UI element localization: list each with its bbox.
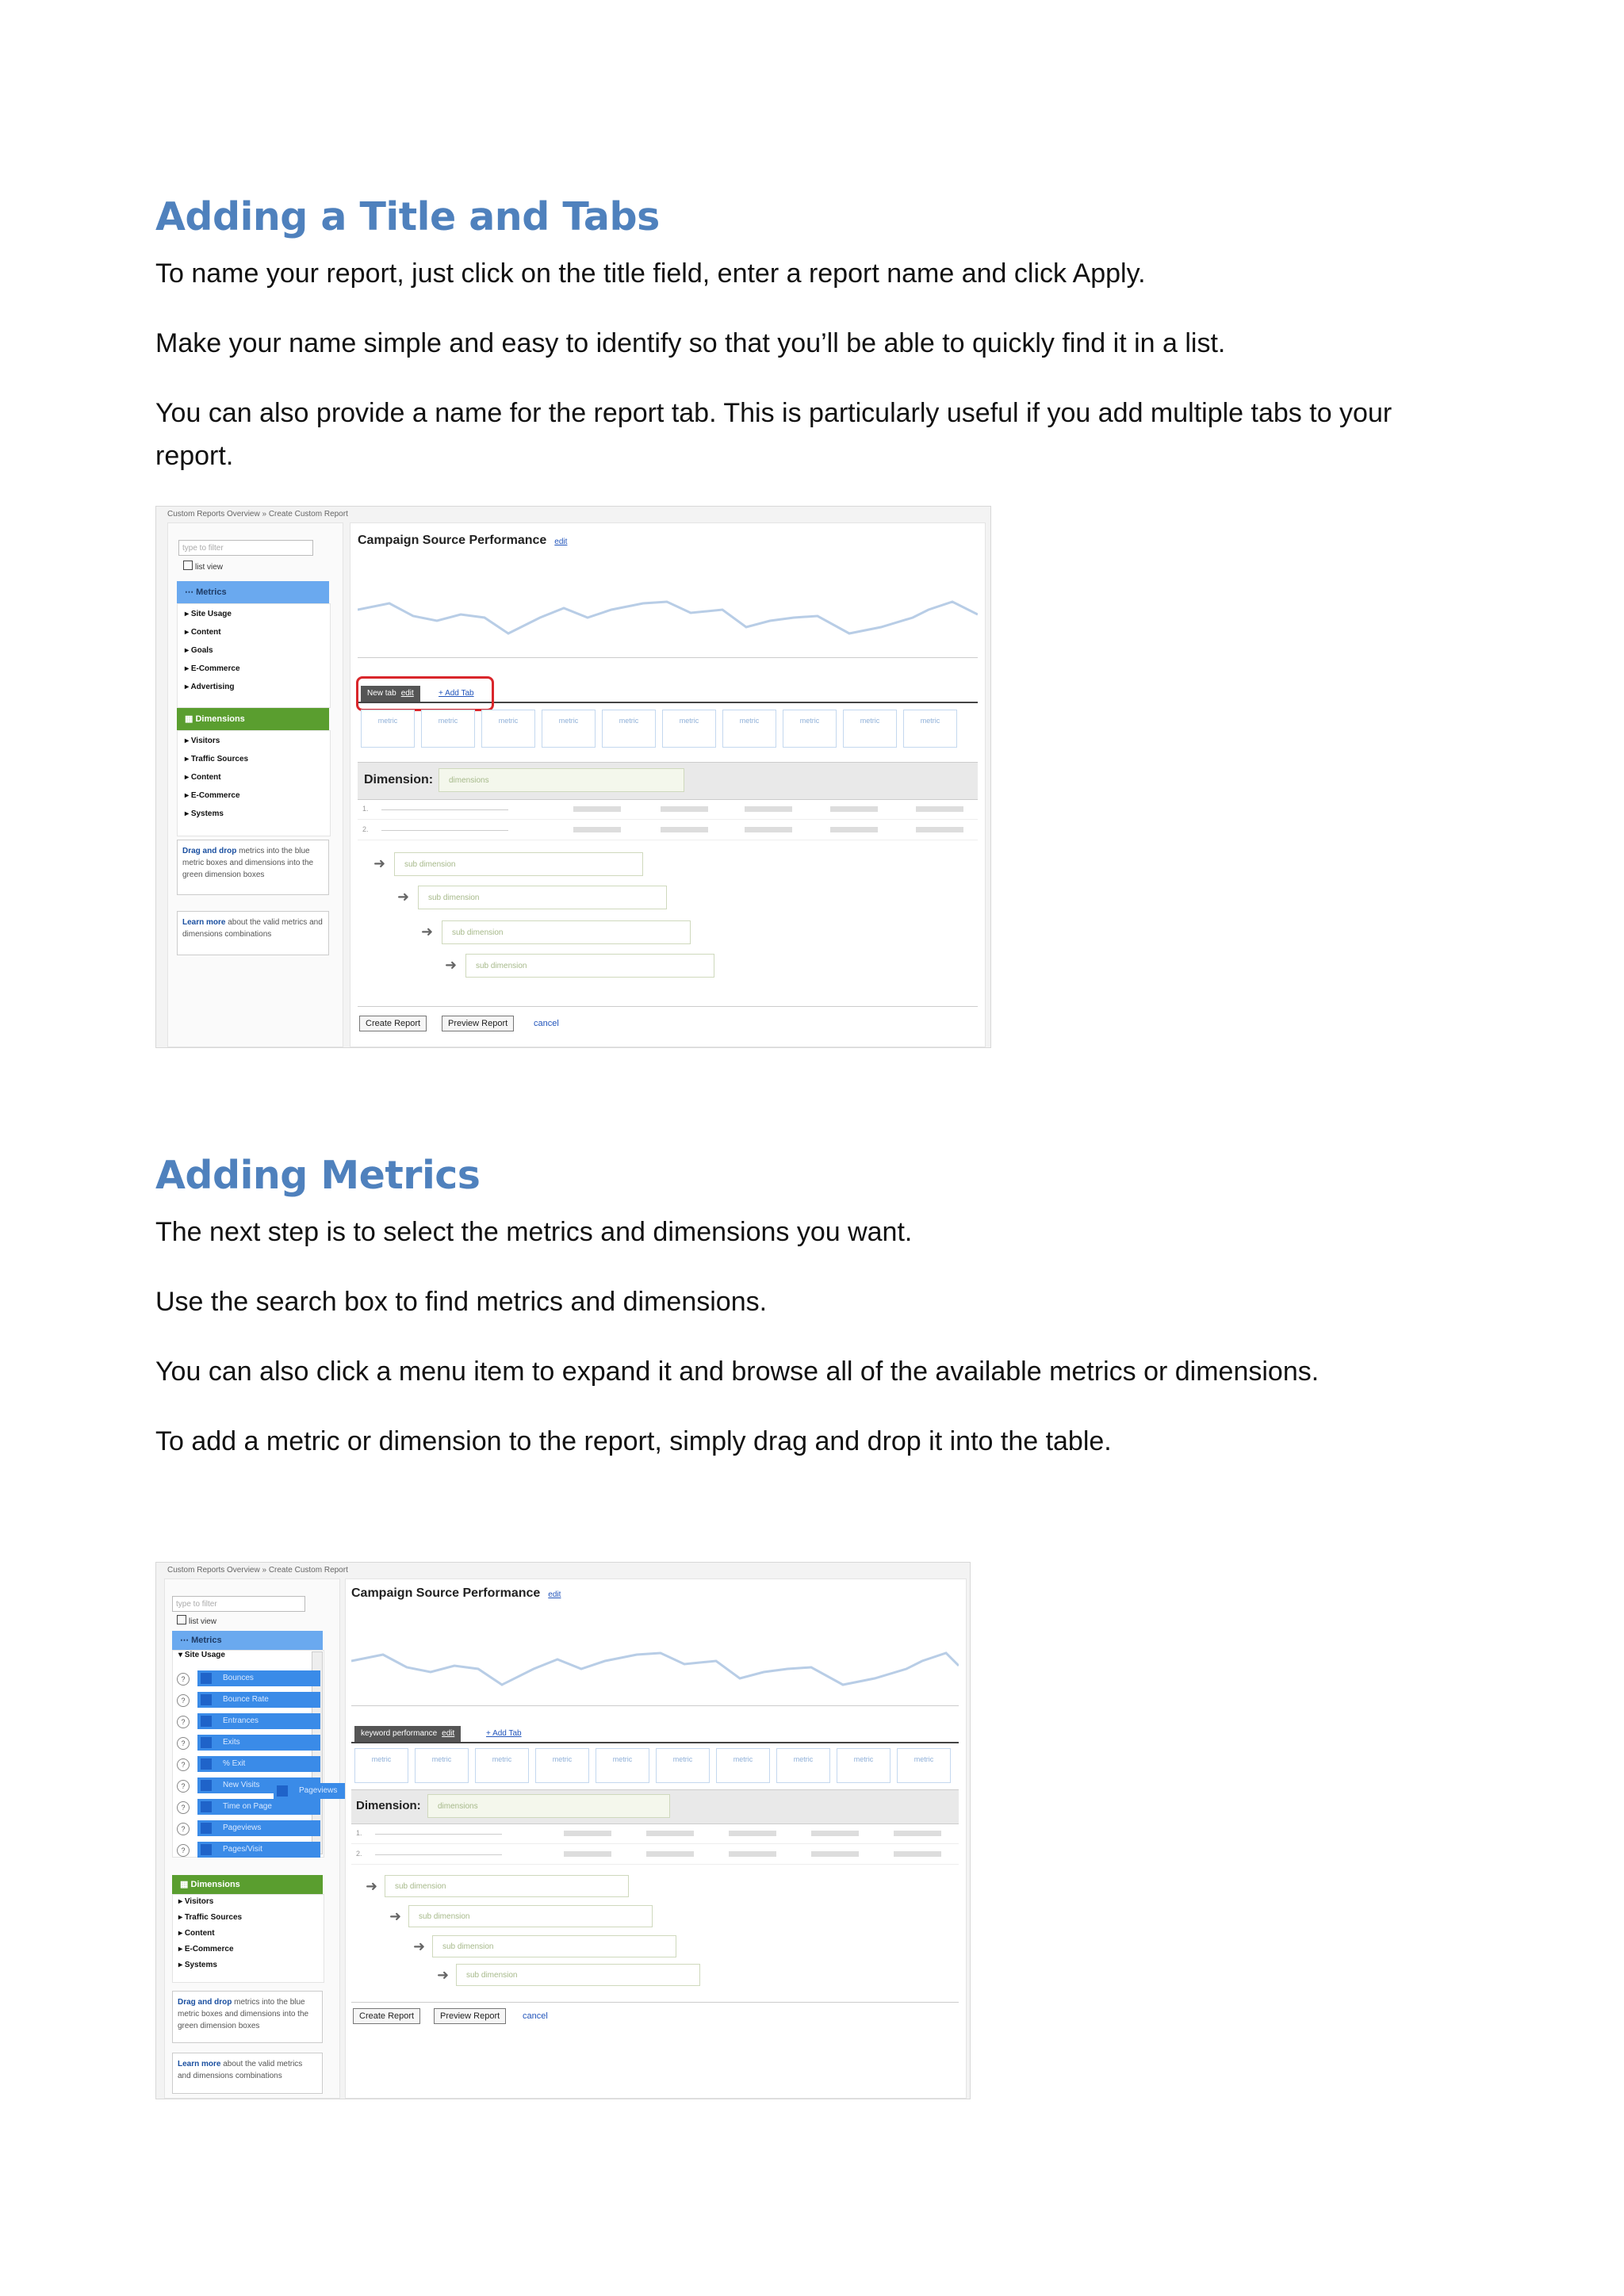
sparkline-placeholder [358,586,978,649]
paragraph: Make your name simple and easy to identify so that you’ll be able to quickly find it in a list. [155,328,1226,358]
dimension-label: Dimension: [364,773,434,786]
sub-arrow-icon: ➜ [445,957,458,973]
paragraph: You can also click a menu item to expand it and browse all of the available metrics or dimensions. [155,1357,1320,1387]
list-view-checkbox[interactable] [177,1615,216,1626]
dimension-group-content[interactable]: ▸ Content [178,1929,215,1938]
metric-drop-box[interactable]: metric [722,710,776,748]
dimension-groups-list [185,732,248,823]
metric-drop-box[interactable]: metric [361,710,415,748]
tab-edit-link[interactable]: edit [442,1729,455,1738]
drag-drop-help: Drag and drop metrics into the blue metric boxes and dimensions into the green dimension boxes [172,1991,323,2043]
learn-more-help: Learn more about the valid metrics and dimensions combinations [172,2053,323,2094]
metric-drop-box[interactable]: metric [421,710,475,748]
breadcrumb: Custom Reports Overview » Create Custom Report [167,1566,348,1575]
help-icon: ? [177,1694,190,1707]
paragraph: To name your report, just click on the title field, enter a report name and click Apply. [155,258,1146,289]
drag-handle-icon [201,1801,212,1812]
title-edit-link[interactable]: edit [554,538,568,546]
dimension-group-traffic-sources[interactable]: ▸ Traffic Sources [178,1913,243,1922]
metric-group-ecommerce[interactable]: ▸ E-Commerce [185,664,240,673]
report-title[interactable]: Campaign Source Performance edit [351,1586,561,1600]
metric-drop-box[interactable]: metric [716,1748,770,1783]
sub-dimension-box[interactable]: sub dimension [394,852,643,876]
paragraph: The next step is to select the metrics and dimensions you want. [155,1217,913,1247]
metric-drop-box[interactable]: metric [903,710,957,748]
paragraph: Use the search box to find metrics and dimensions. [155,1287,768,1317]
create-report-button[interactable]: Create Report [353,2008,420,2024]
metric-drop-box[interactable]: metric [481,710,535,748]
table-row: 2. [351,1845,959,1865]
learn-more-help: Learn more about the valid metrics and dimensions combinations [177,911,329,955]
title-edit-link[interactable]: edit [548,1590,561,1599]
metric-group-site-usage[interactable]: ▸ Site Usage [185,610,232,618]
dimension-drop-box[interactable]: dimensions [439,768,684,792]
dimension-group-visitors[interactable]: ▸ Visitors [185,737,220,745]
sparkline-placeholder [351,1639,959,1702]
metric-drop-row [354,1748,951,1783]
metric-group-advertising[interactable]: ▸ Advertising [185,683,235,691]
metrics-header[interactable]: ⋯ Metrics [177,581,329,603]
divider [351,1705,959,1706]
metric-drop-box[interactable]: metric [542,710,596,748]
add-tab-link[interactable]: + Add Tab [439,689,474,698]
cancel-link[interactable]: cancel [523,2011,548,2021]
metric-drop-box[interactable]: metric [596,1748,649,1783]
metric-drop-box[interactable]: metric [837,1748,891,1783]
drag-handle-icon [201,1780,212,1791]
dimension-group-content[interactable]: ▸ Content [185,773,221,782]
preview-report-button[interactable]: Preview Report [434,2008,506,2024]
metric-drop-box[interactable]: metric [415,1748,469,1783]
custom-report-screenshot-2: Custom Reports Overview » Create Custom Report type to filter list view ⋯ Metrics ▾ Site Usage ? Bounces ? Bounce Rate ? Entrances ? Exits ? % Exit ? New Visits ? Time on Page ? Pageviews ? Pages/Visit Pageviews ▦ Dimensions ▸ Visitors ▸ Traffic Sources ▸ Content ▸ E-Commerce ▸ Systems Drag and drop metrics into the blue metric boxes and dimensions into the green dimension boxes Learn more about the valid metrics and dimensions combinations Campaign Source Performance edit keyword performance edit + Add Tab metric metric metric metric metric metric metric metric metric metric Dimension: dimensions 1. 2. ➜ sub dimension ➜ sub dimension ➜ sub dimension ➜ sub dimension Create Report Preview Report cancel [155,1562,971,2099]
sub-arrow-icon: ➜ [437,1967,450,1983]
sub-dimension-box[interactable]: sub dimension [456,1964,700,1986]
sub-arrow-icon: ➜ [421,924,434,939]
drag-handle-icon [201,1823,212,1834]
dimension-label: Dimension: [356,1799,421,1812]
sub-arrow-icon: ➜ [373,855,386,871]
drag-handle-icon [277,1785,288,1797]
dimensions-header-label: Dimensions [190,1880,240,1889]
checkbox-icon [177,1615,186,1624]
preview-report-button[interactable]: Preview Report [442,1016,514,1031]
drag-handle-icon [201,1694,212,1705]
tab-bar [351,1742,959,1743]
dimension-drop-box[interactable]: dimensions [427,1794,670,1818]
paragraph: You can also provide a name for the report tab. This is particularly useful if you add multiple tabs to your report. [155,398,1392,471]
metric-drop-box[interactable]: metric [662,710,716,748]
sub-dimension-box[interactable]: sub dimension [418,886,667,909]
metric-drop-box[interactable]: metric [897,1748,951,1783]
heading-adding-metrics: Adding Metrics [155,1153,481,1198]
table-row: 1. [358,800,978,820]
checkbox-icon [183,561,193,570]
help-icon: ? [177,1780,190,1793]
metric-group-content[interactable]: ▸ Content [185,628,221,637]
learn-more-link[interactable]: Learn more [182,918,226,927]
help-icon: ? [177,1737,190,1750]
help-icon: ? [177,1758,190,1771]
list-view-checkbox[interactable] [183,561,223,572]
heading-adding-title-tabs: Adding a Title and Tabs [155,194,660,239]
metric-drop-box[interactable]: metric [656,1748,710,1783]
learn-more-link[interactable]: Learn more [178,2060,221,2068]
metric-drop-box[interactable]: metric [354,1748,408,1783]
drag-handle-icon [201,1716,212,1727]
divider [358,1006,978,1007]
sub-dimension-box[interactable]: sub dimension [465,954,714,978]
dragged-metric[interactable]: Pageviews [274,1783,385,1799]
divider [351,2002,959,2003]
drag-handle-icon [201,1673,212,1684]
table-row: 1. [351,1824,959,1844]
breadcrumb: Custom Reports Overview » Create Custom Report [167,510,348,519]
metrics-header-label: Metrics [191,1636,222,1645]
drag-handle-icon [201,1758,212,1770]
dimension-group-systems[interactable]: ▸ Systems [178,1961,217,1969]
dimensions-header[interactable]: ▦ Dimensions [177,708,329,730]
dimension-group-visitors[interactable]: ▸ Visitors [178,1897,214,1906]
metric-drop-row [361,710,957,748]
metrics-header[interactable]: ⋯ Metrics [172,1631,323,1650]
dimension-group-traffic-sources[interactable]: ▸ Traffic Sources [185,755,249,763]
help-icon: ? [177,1844,190,1857]
sub-dimension-box[interactable]: sub dimension [432,1935,676,1957]
dimension-group-ecommerce[interactable]: ▸ E-Commerce [178,1945,234,1954]
dimensions-header-label: Dimensions [195,714,245,724]
add-tab-link[interactable]: + Add Tab [486,1729,522,1738]
drag-drop-help: Drag and drop metrics into the blue metric boxes and dimensions into the green dimension boxes [177,840,329,895]
metric-drop-box[interactable]: metric [776,1748,830,1783]
dimension-group-systems[interactable]: ▸ Systems [185,809,224,818]
metric-drop-box[interactable]: metric [535,1748,589,1783]
help-icon: ? [177,1823,190,1835]
divider [358,657,978,658]
report-tab[interactable]: keyword performance edit [354,1726,461,1742]
dimension-groups-list [178,1894,242,1973]
metric-drop-box[interactable]: metric [602,710,656,748]
metric-group-site-usage[interactable]: ▾ Site Usage [178,1651,225,1659]
metric-groups-list [185,605,240,696]
report-tab[interactable]: New tab edit [361,686,420,702]
help-icon: ? [177,1673,190,1686]
custom-report-screenshot-1 [155,506,991,1048]
highlight-callout [356,676,494,711]
filter-input[interactable]: type to filter [172,1596,305,1612]
report-title[interactable]: Campaign Source Performance edit [358,534,568,547]
metrics-header-label: Metrics [196,587,227,597]
help-icon: ? [177,1716,190,1728]
metric-group-goals[interactable]: ▸ Goals [185,646,213,655]
list-view-label: list view [189,1617,217,1626]
metric-drop-box[interactable]: metric [843,710,897,748]
table-row: 2. [358,821,978,840]
sub-dimension-box[interactable]: sub dimension [442,920,691,944]
tab-edit-link[interactable]: edit [400,689,414,698]
dimension-group-ecommerce[interactable]: ▸ E-Commerce [185,791,240,800]
metric-drop-box[interactable]: metric [475,1748,529,1783]
metric-drop-box[interactable]: metric [783,710,837,748]
paragraph: To add a metric or dimension to the report, simply drag and drop it into the table. [155,1426,1112,1456]
cancel-link[interactable]: cancel [534,1019,559,1028]
filter-input[interactable]: type to filter [178,540,313,556]
sub-dimension-box[interactable]: sub dimension [385,1875,629,1897]
sub-arrow-icon: ➜ [366,1878,378,1894]
sub-arrow-icon: ➜ [389,1908,402,1924]
sub-dimension-box[interactable]: sub dimension [408,1905,653,1927]
help-icon: ? [177,1801,190,1814]
dimensions-header[interactable]: ▦ Dimensions [172,1875,323,1894]
sub-arrow-icon: ➜ [413,1938,426,1954]
create-report-button[interactable]: Create Report [359,1016,427,1031]
drag-handle-icon [201,1737,212,1748]
list-view-label: list view [195,563,224,572]
sub-arrow-icon: ➜ [397,889,410,905]
drag-handle-icon [201,1844,212,1855]
